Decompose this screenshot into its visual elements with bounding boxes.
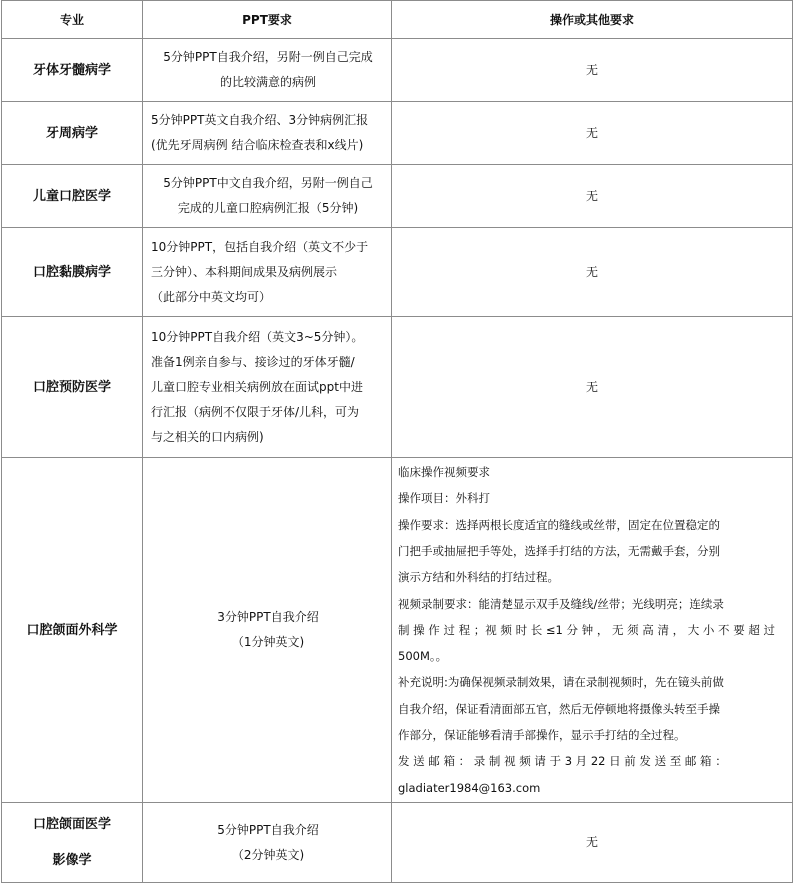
requirements-table — [1, 0, 793, 883]
header-major: 专业 — [2, 1, 143, 39]
major-text: 口腔颌面外科学 — [26, 622, 118, 638]
other-cell — [392, 39, 793, 102]
major-text: 牙体牙髓病学 — [32, 62, 111, 78]
ppt-text: （2分钟英文) — [231, 847, 305, 862]
other-text: 发 送 邮 箱 ： 录 制 视 频 请 于 3 月 22 日 前 发 送 至 邮 箱 ： — [398, 754, 727, 769]
major-text: 牙周病学 — [45, 125, 98, 141]
ppt-text: 行汇报（病例不仅限于牙体/儿科，可为 — [151, 404, 360, 419]
ppt-cell — [143, 458, 392, 803]
major-cell — [2, 458, 143, 803]
other-text: 无 — [585, 125, 598, 140]
other-text: 补充说明:为确保视频录制效果，请在录制视频时，先在镜头前做 — [398, 675, 724, 690]
other-text: 操作项目：外科打 — [398, 491, 490, 506]
header-ppt: PPT要求 — [143, 1, 392, 39]
other-cell — [392, 803, 793, 883]
ppt-text: (优先牙周病例 结合临床检查表和x线片) — [151, 138, 364, 152]
major-cell — [2, 165, 143, 228]
table-row — [2, 803, 793, 883]
ppt-text: 10分钟PPT自我介绍（英文3~5分钟）。 — [151, 329, 364, 344]
other-cell — [392, 102, 793, 165]
ppt-text: 5分钟PPT中文自我介绍，另附一例自己 — [163, 176, 373, 190]
other-text: 制 操 作 过 程 ；视 频 时 长 ≤1 分 钟 ， 无 须 高 清 ， 大 小 不 要 超 过 — [398, 622, 776, 637]
ppt-cell — [143, 39, 392, 102]
table-row — [2, 39, 793, 102]
table-row — [2, 317, 793, 458]
ppt-text: 与之相关的口内病例) — [151, 429, 264, 444]
ppt-text: 3分钟PPT自我介绍 — [217, 610, 319, 624]
major-text: 影像学 — [52, 852, 92, 868]
other-text: 无 — [585, 62, 598, 77]
table-row — [2, 228, 793, 317]
header-other: 操作或其他要求 — [392, 1, 793, 39]
major-cell — [2, 803, 143, 883]
ppt-text: 准备1例亲自参与、接诊过的牙体牙髓/ — [151, 354, 355, 369]
ppt-cell — [143, 102, 392, 165]
ppt-text: 的比较满意的病例 — [219, 75, 316, 89]
other-text: 自我介绍，保证看清面部五官，然后无停顿地将摄像头转至手操 — [398, 701, 720, 716]
email-text: gladiater1984@163.com — [398, 780, 541, 795]
ppt-text: 三分钟）、本科期间成果及病例展示 — [151, 264, 338, 279]
other-text: 无 — [585, 379, 598, 394]
other-text: 无 — [585, 188, 598, 203]
major-cell — [2, 102, 143, 165]
table-row — [2, 165, 793, 228]
ppt-text: （1分钟英文) — [231, 635, 305, 649]
ppt-text: 5分钟PPT自我介绍 — [217, 822, 319, 837]
major-text: 口腔黏膜病学 — [32, 264, 111, 280]
other-text: 临床操作视频要求 — [398, 465, 490, 480]
ppt-text: 儿童口腔专业相关病例放在面试ppt中进 — [151, 379, 363, 394]
other-cell — [392, 317, 793, 458]
other-cell — [392, 165, 793, 228]
other-text: 操作要求：选择两根长度适宜的缝线或丝带，固定在位置稳定的 — [398, 517, 720, 532]
other-text: 无 — [585, 264, 598, 279]
ppt-text: 5分钟PPT自我介绍，另附一例自己完成 — [163, 50, 373, 64]
ppt-text: 10分钟PPT，包括自我介绍（英文不少于 — [151, 239, 369, 254]
other-text: 500M。。 — [398, 649, 448, 664]
table-row — [2, 458, 793, 803]
other-cell — [392, 458, 793, 803]
other-cell — [392, 228, 793, 317]
ppt-cell — [143, 803, 392, 883]
ppt-cell — [143, 228, 392, 317]
ppt-cell — [143, 317, 392, 458]
ppt-text: （此部分中英文均可） — [151, 289, 272, 304]
other-text: 门把手或抽屉把手等处，选择手打结的方法，无需戴手套，分别 — [398, 543, 720, 558]
other-text: 无 — [585, 835, 598, 849]
table-row — [2, 102, 793, 165]
ppt-text: 5分钟PPT英文自我介绍、3分钟病例汇报 — [151, 113, 369, 127]
other-text: 作部分，保证能够看清手部操作，显示手打结的全过程。 — [398, 728, 686, 743]
major-cell — [2, 39, 143, 102]
other-text: 视频录制要求：能清楚显示双手及缝线/丝带；光线明亮；连续录 — [398, 596, 724, 611]
major-text: 儿童口腔医学 — [32, 188, 111, 204]
major-text: 口腔预防医学 — [32, 379, 111, 395]
major-cell — [2, 317, 143, 458]
header-row — [2, 1, 793, 39]
major-text: 口腔颌面医学 — [32, 816, 111, 832]
ppt-cell — [143, 165, 392, 228]
other-text: 演示方结和外科结的打结过程。 — [398, 570, 559, 585]
ppt-text: 完成的儿童口腔病例汇报（5分钟) — [177, 201, 359, 215]
major-cell — [2, 228, 143, 317]
